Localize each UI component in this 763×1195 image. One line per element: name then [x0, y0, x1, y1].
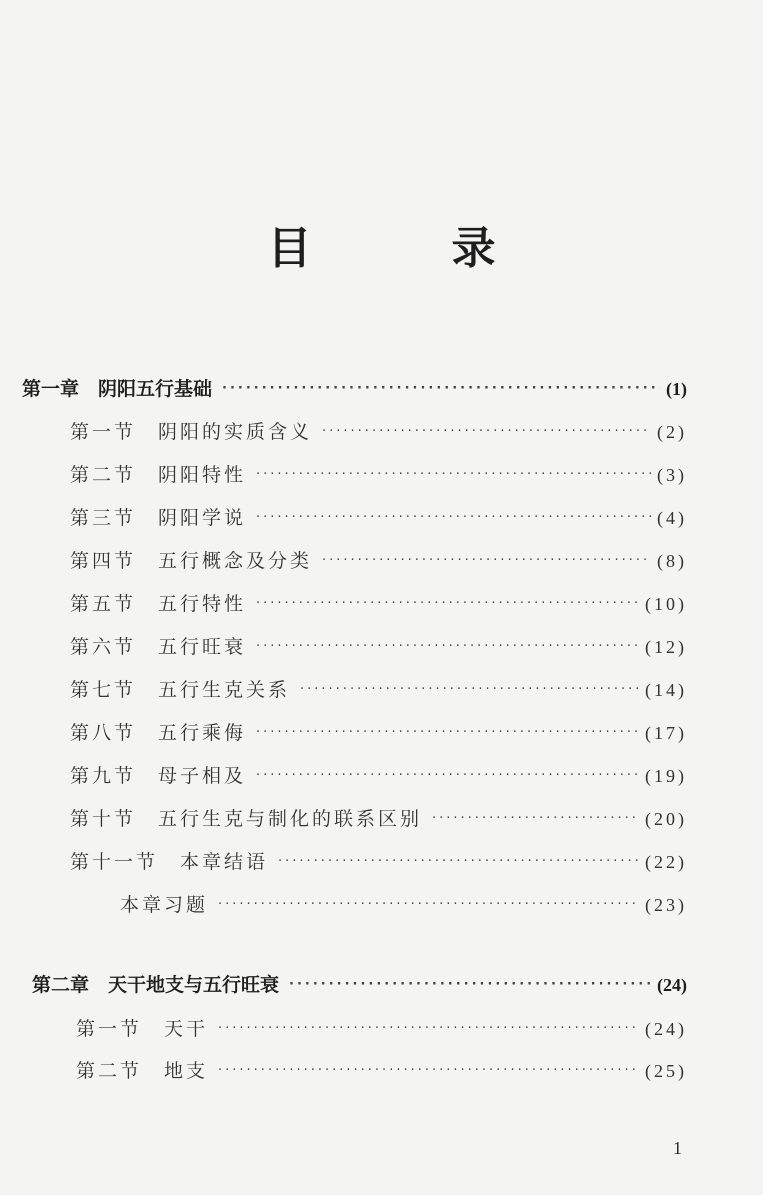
toc-entry-page: (12) — [645, 637, 687, 657]
toc-entry-page: (17) — [645, 723, 687, 743]
dot-leader — [289, 977, 651, 992]
dot-leader — [278, 854, 639, 869]
toc-entry-section[interactable] — [70, 417, 687, 444]
dot-leader — [432, 811, 639, 826]
toc-entry-page: (1) — [666, 379, 687, 399]
toc-entry-label: 第五节 五行特性 — [70, 593, 247, 615]
toc-entry-label: 第八节 五行乘侮 — [70, 722, 247, 744]
toc-entry-label: 第二章 天干地支与五行旺衰 — [32, 974, 280, 996]
toc-entry-section[interactable] — [70, 503, 687, 530]
toc-entry-label: 第四节 五行概念及分类 — [70, 550, 313, 572]
toc-entry-label: 第三节 阴阳学说 — [70, 507, 247, 529]
toc-entry-chapter-2[interactable] — [32, 970, 687, 997]
dot-leader — [256, 467, 651, 482]
dot-leader — [218, 1021, 639, 1036]
dot-leader — [218, 897, 639, 912]
toc-entry-page: (20) — [645, 809, 687, 829]
dot-leader — [256, 639, 639, 654]
toc-entry-chapter-1[interactable] — [22, 374, 687, 401]
toc-entry-section[interactable] — [76, 1014, 687, 1041]
toc-entry-label: 第二节 地支 — [76, 1060, 209, 1082]
dot-leader — [256, 510, 651, 525]
toc-entry-page: (8) — [657, 551, 687, 571]
dot-leader — [256, 596, 639, 611]
dot-leader — [256, 725, 639, 740]
page-number: 1 — [673, 1138, 682, 1158]
toc-entry-page: (22) — [645, 852, 687, 872]
toc-entry-page: (24) — [657, 975, 687, 995]
dot-leader — [300, 682, 639, 697]
toc-entry-page: (14) — [645, 680, 687, 700]
toc-entry-label: 第十节 五行生克与制化的联系区别 — [70, 808, 423, 830]
toc-entry-section[interactable] — [70, 460, 687, 487]
toc-entry-label: 第二节 阴阳特性 — [70, 464, 247, 486]
toc-entry-label: 第九节 母子相及 — [70, 765, 247, 787]
toc-entry-label: 第七节 五行生克关系 — [70, 679, 291, 701]
toc-entry-label: 本章习题 — [120, 894, 209, 916]
dot-leader — [322, 424, 651, 439]
toc-entry-section[interactable] — [70, 804, 687, 831]
toc-entry-label: 第十一节 本章结语 — [70, 851, 269, 873]
toc-entry-section[interactable] — [70, 546, 687, 573]
toc-entry-page: (3) — [657, 465, 687, 485]
toc-entry-section[interactable] — [70, 632, 687, 659]
page-title: 目 录 — [267, 223, 544, 274]
toc-entry-page: (25) — [645, 1061, 687, 1081]
dot-leader — [222, 381, 660, 396]
toc-entry-page: (4) — [657, 508, 687, 528]
toc-entry-page: (2) — [657, 422, 687, 442]
toc-entry-section[interactable] — [70, 847, 687, 874]
toc-entry-page: (23) — [645, 895, 687, 915]
toc-entry-label: 第一节 天干 — [76, 1018, 209, 1040]
toc-entry-section[interactable] — [70, 718, 687, 745]
toc-entry-section[interactable] — [70, 589, 687, 616]
dot-leader — [322, 553, 651, 568]
toc-entry-page: (19) — [645, 766, 687, 786]
toc-entry-label: 第六节 五行旺衰 — [70, 636, 247, 658]
toc-entry-label: 第一节 阴阳的实质含义 — [70, 421, 313, 443]
toc-entry-section[interactable] — [76, 1056, 687, 1083]
toc-entry-page: (24) — [645, 1019, 687, 1039]
toc-entry-page: (10) — [645, 594, 687, 614]
dot-leader — [256, 768, 639, 783]
toc-entry-exercises[interactable] — [120, 890, 687, 917]
toc-entry-section[interactable] — [70, 761, 687, 788]
toc-entry-label: 第一章 阴阳五行基础 — [22, 378, 213, 400]
toc-entry-section[interactable] — [70, 675, 687, 702]
dot-leader — [218, 1063, 639, 1078]
